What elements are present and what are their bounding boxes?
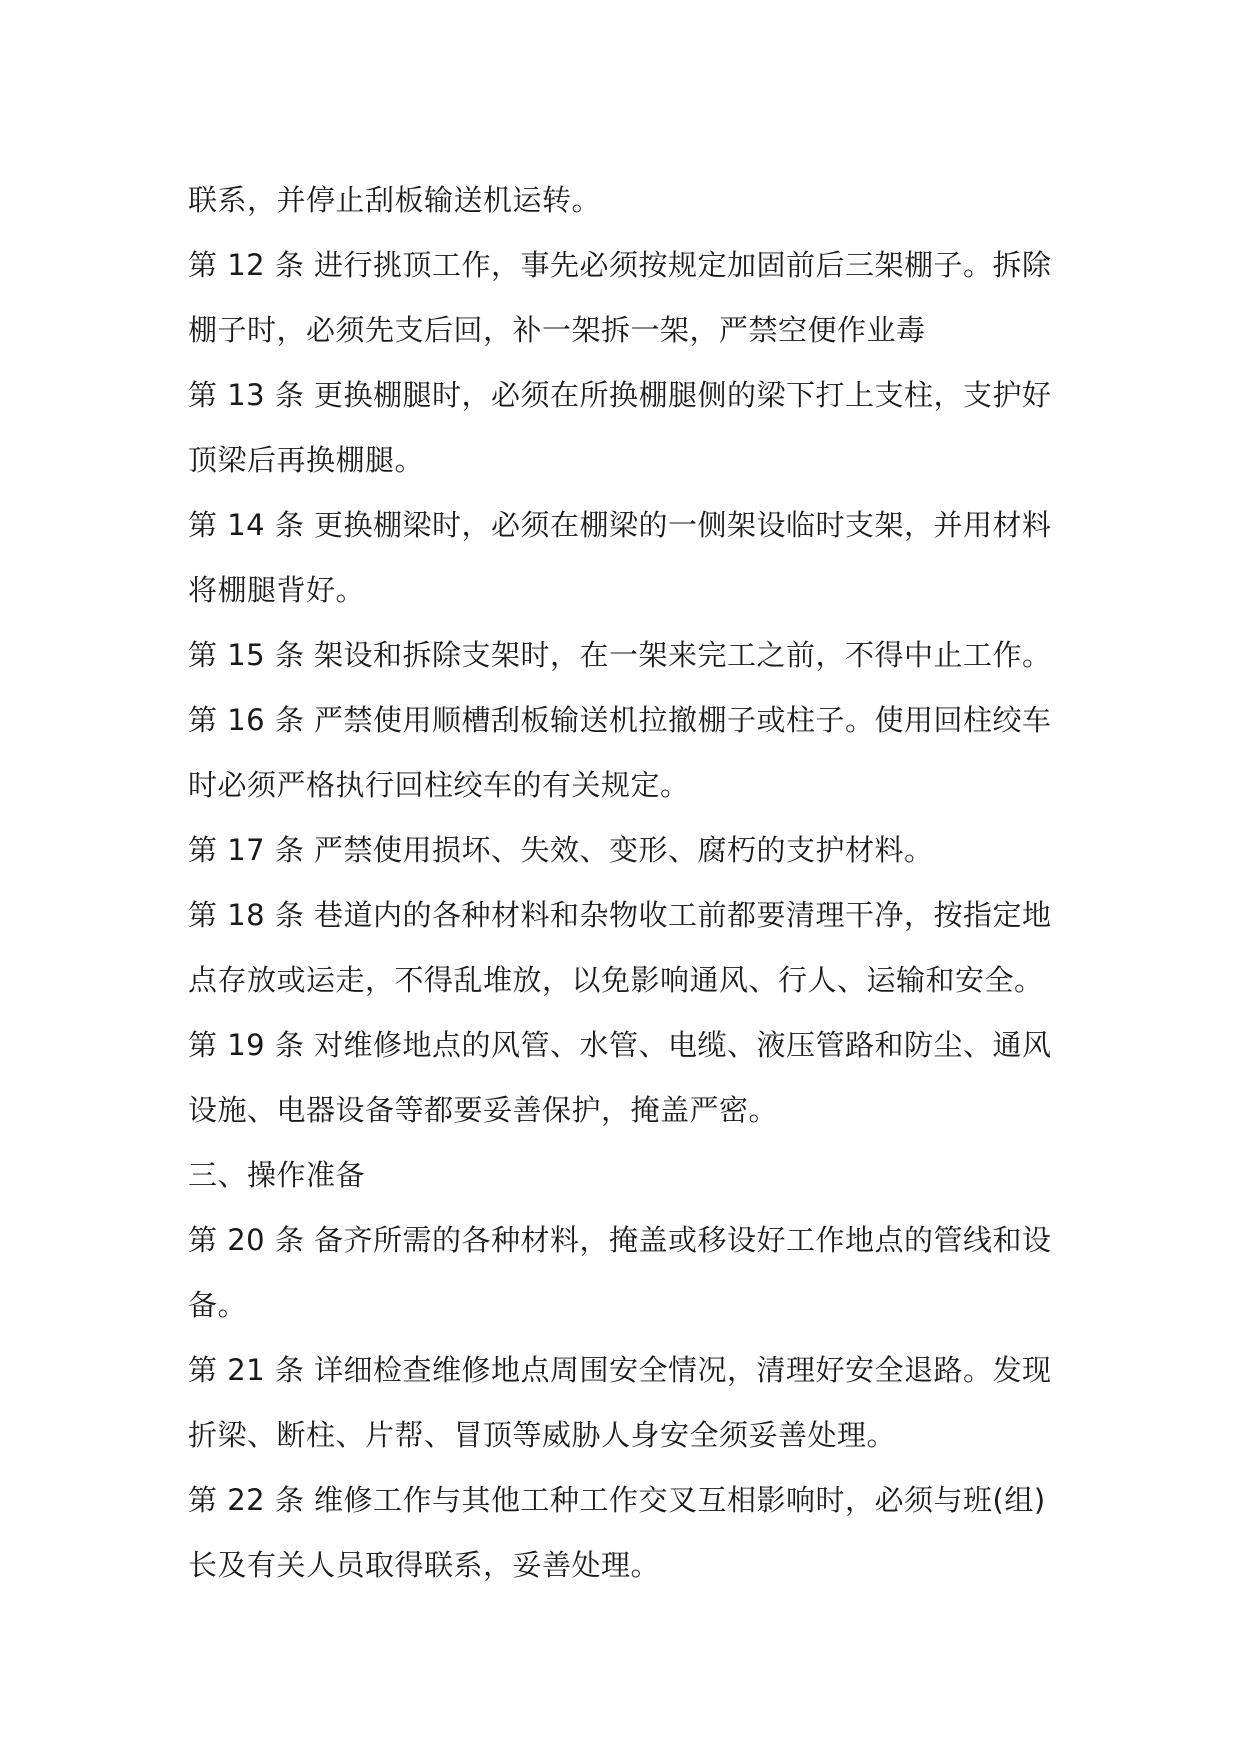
text-line-20: 折梁、断柱、片帮、冒顶等威胁人身安全须妥善处理。 xyxy=(188,1418,897,1452)
text-line-22: 长及有关人员取得联系，妥善处理。 xyxy=(188,1548,661,1582)
text-line-11: 第 17 条 严禁使用损坏、失效、变形、腐朽的支护材料。 xyxy=(188,833,934,867)
text-line-3: 棚子时，必须先支后回，补一架拆一架，严禁空便作业毒 xyxy=(188,313,926,347)
text-line-7: 将棚腿背好。 xyxy=(188,573,366,607)
section-heading: 三、操作准备 xyxy=(188,1158,366,1192)
text-line-8: 第 15 条 架设和拆除支架时，在一架来完工之前，不得中止工作。 xyxy=(188,638,1052,672)
text-line-14: 第 19 条 对维修地点的风管、水管、电缆、液压管路和防尘、通风 xyxy=(188,1028,1052,1062)
document-body xyxy=(188,168,1068,1598)
text-line-17: 第 20 条 备齐所需的各种材料，掩盖或移设好工作地点的管线和设 xyxy=(188,1223,1052,1257)
text-line-10: 时必须严格执行回柱绞车的有关规定。 xyxy=(188,768,690,802)
text-line-19: 第 21 条 详细检查维修地点周围安全情况，清理好安全退路。发现 xyxy=(188,1353,1052,1387)
text-line-15: 设施、电器设备等都要妥善保护，掩盖严密。 xyxy=(188,1093,779,1127)
text-line-18: 备。 xyxy=(188,1288,248,1322)
text-line-21: 第 22 条 维修工作与其他工种工作交叉互相影响时，必须与班(组) xyxy=(188,1483,1046,1517)
text-line-9: 第 16 条 严禁使用顺槽刮板输送机拉撤棚子或柱子。使用回柱绞车 xyxy=(188,703,1052,737)
text-line-2: 第 12 条 进行挑顶工作，事先必须按规定加固前后三架棚子。拆除 xyxy=(188,248,1052,282)
text-line-5: 顶梁后再换棚腿。 xyxy=(188,443,425,477)
text-line-6: 第 14 条 更换棚梁时，必须在棚梁的一侧架设临时支架，并用材料 xyxy=(188,508,1052,542)
text-line-12: 第 18 条 巷道内的各种材料和杂物收工前都要清理干净，按指定地 xyxy=(188,898,1052,932)
text-line-4: 第 13 条 更换棚腿时，必须在所换棚腿侧的梁下打上支柱，支护好 xyxy=(188,378,1052,412)
text-line-1: 联系，并停止刮板输送机运转。 xyxy=(188,183,602,217)
text-line-13: 点存放或运走，不得乱堆放，以免影响通风、行人、运输和安全。 xyxy=(188,963,1044,997)
